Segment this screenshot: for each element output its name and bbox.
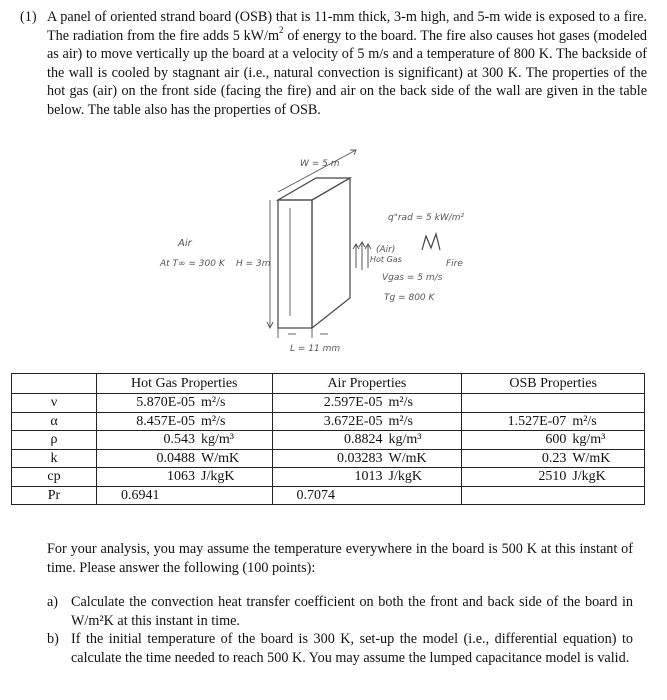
intro-line: also causes hot gases (modeled as air) to move vertically up the board at a velocity of 5 [47,27,647,63]
hot-gas-cell [97,468,273,487]
air-cell [272,486,462,505]
board-sketch [150,148,530,368]
problem-body [47,8,647,120]
unit: W/mK [572,450,611,466]
board-outline [278,178,350,328]
unit: m²/s [201,413,226,429]
value: 0.6941 [121,487,160,503]
value: 0.0488 [156,450,195,466]
table-header: OSB Properties [462,374,645,394]
air-label: Air [178,238,192,249]
height-label: H = 3m [236,259,271,269]
value: 1.527E-07 [507,413,567,429]
value: 3.672E-05 [323,413,383,429]
radiation-label: q"rad = 5 kW/m² [388,213,465,223]
air-cell [272,431,462,450]
hot-gas-cell [97,486,273,505]
unit: m²/s [388,395,413,411]
intro-line: natural convection is significant) at 300 K. The properties of the hot gas (air) on the front [47,64,648,100]
unit: J/kgK [572,469,606,485]
table-row [12,468,645,487]
hot-gas-cell [97,394,273,413]
question-b [47,630,633,667]
table-row [12,486,645,505]
question-text: If the initial temperature of the board is 300 K, set-up the model (i.e., differential equation) to calculate the time needed to reach 500 K. You may assume the lumped capacitance model is valid. [71,631,633,666]
gas-temp-label: Tg = 800 K [384,293,435,303]
osb-cell [462,468,645,487]
width-dimension [278,150,356,192]
value: 1013 [354,469,383,485]
unit: J/kgK [201,469,235,485]
value: 600 [545,432,567,448]
hot-gas-cell [97,431,273,450]
question-text: Calculate the convection heat transfer coefficient on both the front and back side of the board in W/m²K at this instant in time. [71,594,633,629]
value: 5.870E-05 [136,395,195,411]
question-label: b) [47,631,59,647]
unit: m²/s [572,413,597,429]
fire-label: Fire [446,259,463,269]
air-cell [272,468,462,487]
fire-icon [422,234,440,250]
unit: m²/s [388,413,413,429]
unit: kg/m³ [388,432,422,448]
intro-line: exposed to a fire. The radiation from the fire adds 5 kW/m [47,9,647,44]
thickness-label: L = 11 mm [290,344,341,354]
air-temp-label: At T∞ = 300 K [160,259,225,269]
unit: m²/s [201,395,226,411]
osb-cell [462,394,645,413]
symbol-cell: Pr [12,486,97,505]
air-cell [272,449,462,468]
value: 8.457E-05 [136,413,195,429]
table-header-row [12,374,645,394]
intro-line: m/s and a temperature of 800 K. The backside of the wall is cooled by stagnant air (i.e., [47,46,648,81]
hot-gas-cell [97,412,273,431]
symbol-cell: α [12,412,97,431]
table-header [12,374,97,394]
unit: kg/m³ [572,432,606,448]
osb-cell [462,412,645,431]
air-cell [272,412,462,431]
intro-line: side (facing the fire) and air on the back side of the wall are given in the table below. The [47,83,648,118]
flow-label-air: (Air) [376,245,396,255]
table-row [12,449,645,468]
unit: J/kgK [388,469,422,485]
table-row [12,431,645,450]
table-row [12,412,645,431]
value: 2.597E-05 [323,395,383,411]
unit: W/mK [201,450,240,466]
osb-cell [462,431,645,450]
problem-statement [20,8,647,120]
problem-number: (1) [20,9,37,25]
intro-line: table also has the properties of OSB. [113,101,321,118]
value: 0.23 [541,450,567,466]
unit: kg/m³ [201,432,234,448]
osb-cell [462,486,645,505]
table-header: Hot Gas Properties [97,374,273,394]
osb-cell [462,449,645,468]
symbol-cell: k [12,449,97,468]
properties-table [11,373,645,505]
symbol-cell: ρ [12,431,97,450]
thickness-dimension [278,328,328,338]
intro-line: of energy to the board. The fire [283,27,466,44]
gas-velocity-label: Vgas = 5 m/s [382,273,443,283]
superscript: 2 [279,24,284,35]
value: 0.03283 [337,450,383,466]
unit: W/mK [388,450,427,466]
intro-line: A panel of oriented strand board (OSB) that is 11-mm thick, 3-m high, and 5-m wide is [47,9,545,25]
value: 0.8824 [344,432,383,448]
value: 0.543 [163,432,195,448]
symbol-cell: cp [12,468,97,487]
air-cell [272,394,462,413]
question-label: a) [47,594,59,610]
assumption-text: For your analysis, you may assume the temperature everywhere in the board is 500 K at this instant of time. Please answer the following (100 points): [47,541,633,576]
flow-arrows [353,242,371,270]
flow-label-gas: Hot Gas [370,255,402,264]
value: 0.7074 [296,487,335,503]
table-header: Air Properties [272,374,462,394]
value: 1063 [167,469,195,485]
hot-gas-cell [97,449,273,468]
value: 2510 [538,469,567,485]
question-a [47,593,633,630]
symbol-cell: ν [12,394,97,413]
width-label: W = 5 m [300,159,340,169]
table-row [12,394,645,413]
